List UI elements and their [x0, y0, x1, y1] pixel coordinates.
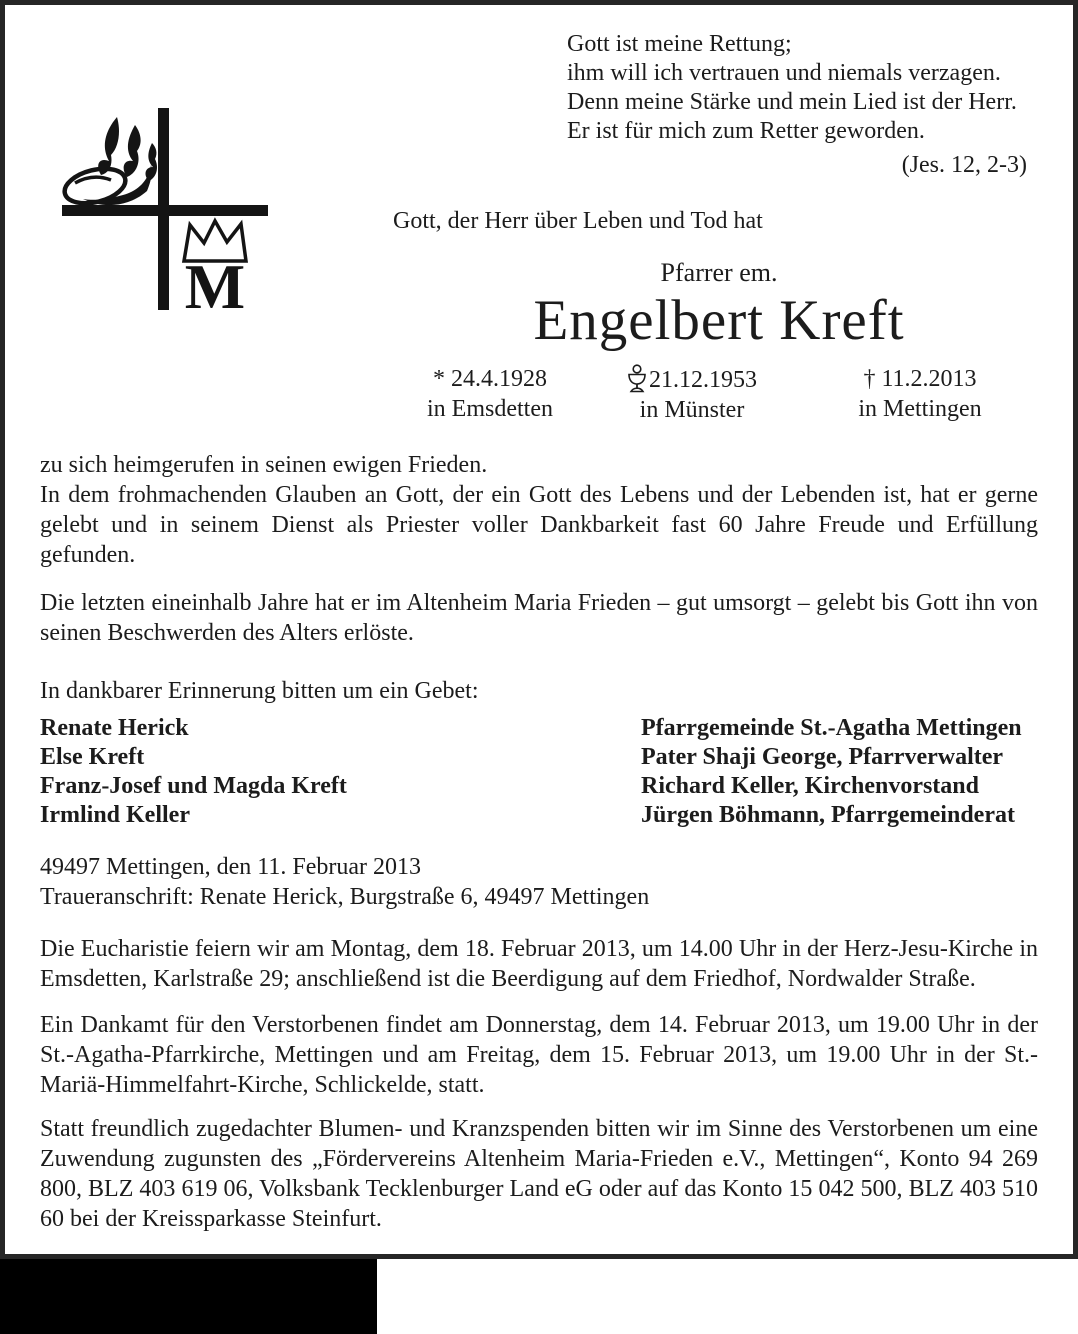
paragraph-altenheim: Die letzten eineinhalb Jahre hat er im Altenheim Maria Frieden – gut umsorgt – gelebt bis Gott ihn von seinen Beschwerden des Alters erlöste.: [40, 590, 1038, 646]
mourner-name: Renate Herick: [40, 715, 189, 741]
mourners-left-column: [40, 714, 641, 830]
birth-star-symbol: *: [433, 366, 445, 392]
black-redaction-block: [0, 1259, 377, 1334]
deceased-name: Engelbert Kreft: [533, 289, 905, 352]
paragraph-faith: In dem frohmachenden Glauben an Gott, der ein Gott des Lebens und der Lebenden ist, hat er gerne gelebt und in seinem Dienst als Priester voller Dankbarkeit fast 60 Jahre Freude und Erfüllung gefunden.: [40, 482, 1038, 568]
chalice-icon: [627, 364, 647, 393]
mourner-name: Pfarrgemeinde St.-Agatha Mettingen: [641, 715, 1022, 741]
svg-text:M: M: [184, 251, 246, 318]
paragraph-eucharist: Die Eucharistie feiern wir am Montag, dem 18. Februar 2013, um 14.00 Uhr in der Herz-Jesu-Kirche in Emsdetten, Karlstraße 29; anschließend ist die Beerdigung auf dem Friedhof, Nordwalder Straße.: [40, 936, 1038, 992]
paragraph-dankamt: Ein Dankamt für den Verstorbenen findet am Donnerstag, dem 14. Februar 2013, um 19.00 Uhr in der St.-Agatha-Pfarrkirche, Mettingen und am Freitag, dem 15. Februar 2013, um 19.00 Uhr in der St.-Mariä-Himmelfahrt-Kirche, Schlickelde, statt.: [40, 1012, 1038, 1098]
scripture-quote: [567, 30, 1027, 180]
birth-date-block: [400, 364, 580, 424]
mourner-name: Else Kreft: [40, 744, 145, 770]
ordination-place: in Münster: [639, 397, 745, 423]
death-date-block: [830, 364, 1010, 424]
cross-horizontal-bar: [62, 205, 268, 216]
birth-date: 24.4.1928: [451, 366, 547, 392]
mourner-name: Pater Shaji George, Pfarrverwalter: [641, 744, 1004, 770]
quote-line: ihm will ich vertrauen und niemals verzagen.: [567, 60, 1001, 86]
quote-line: Gott ist meine Rettung;: [567, 31, 792, 57]
deceased-title: Pfarrer em.: [660, 258, 778, 287]
mourners-columns: [40, 714, 1038, 830]
mourner-name: Franz-Josef und Magda Kreft: [40, 773, 347, 799]
place-date-line: 49497 Mettingen, den 11. Februar 2013: [40, 854, 422, 880]
birth-place: in Emsdetten: [427, 396, 553, 422]
death-cross-symbol: †: [863, 366, 876, 392]
mourning-address-line: Traueranschrift: Renate Herick, Burgstraße 6, 49497 Mettingen: [40, 884, 650, 910]
intro-line: Gott, der Herr über Leben und Tod hat: [393, 208, 763, 234]
notice-body: [40, 450, 1038, 1234]
paragraph-gebet: In dankbarer Erinnerung bitten um ein Gebet:: [40, 678, 479, 704]
ordination-date: 21.12.1953: [649, 367, 757, 393]
quote-line: Er ist für mich zum Retter geworden.: [567, 118, 925, 144]
deceased-block: [389, 258, 1049, 352]
mourner-name: Jürgen Böhmann, Pfarrgemeinderat: [641, 802, 1015, 828]
mourner-name: Irmlind Keller: [40, 802, 190, 828]
quote-line: Denn meine Stärke und mein Lied ist der Herr.: [567, 89, 1017, 115]
paragraph-donations: Statt freundlich zugedachter Blumen- und Kranzspenden bitten wir im Sinne des Verstorbenen um eine Zuwendung zugunsten des „Fördervereins Altenheim Maria-Frieden e.V., Mettingen“, Konto 94 269 800, BLZ 403 619 06, Volksbank Tecklenburger Land eG oder auf das Konto 15 042 500, BLZ 403 510 60 bei der Kreissparkasse Steinfurt.: [40, 1116, 1038, 1232]
paragraph-opening: zu sich heimgerufen in seinen ewigen Frieden.: [40, 452, 488, 478]
death-date: 11.2.2013: [881, 366, 977, 392]
crowned-m-icon: [184, 221, 246, 318]
death-place: in Mettingen: [858, 396, 982, 422]
mourner-name: Richard Keller, Kirchenvorstand: [641, 773, 979, 799]
quote-source: (Jes. 12, 2-3): [901, 152, 1027, 178]
memorial-emblem-icon: [55, 103, 275, 318]
mourners-right-column: [641, 714, 1038, 830]
bread-and-flames-icon: [61, 117, 157, 209]
ordination-date-block: [602, 364, 782, 425]
